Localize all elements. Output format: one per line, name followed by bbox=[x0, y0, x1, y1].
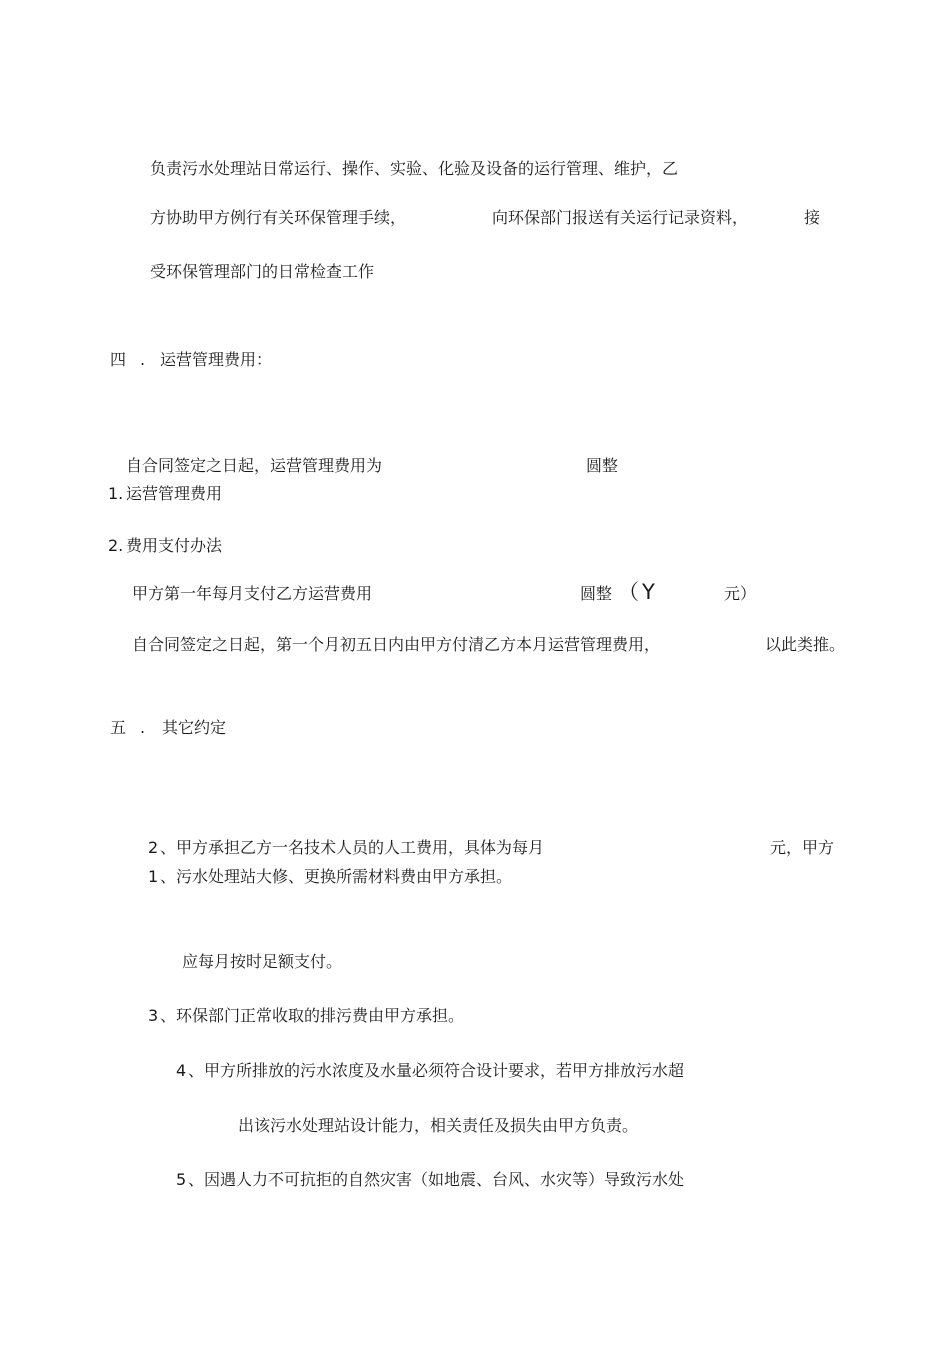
list-number: 2. bbox=[108, 536, 124, 555]
clause-text: 出该污水处理站设计能力，相关责任及损失由甲方负责。 bbox=[238, 1116, 639, 1135]
clause-number: 3 bbox=[148, 1006, 159, 1025]
paragraph-line: 自合同签定之日起，第一个月初五日内由甲方付清乙方本月运营管理费用， bbox=[132, 635, 661, 654]
paragraph-line: 甲方第一年每月支付乙方运营费用 bbox=[132, 584, 373, 603]
section-title: 运营管理费用： bbox=[160, 350, 273, 369]
paragraph-line: 受环保管理部门的日常检查工作 bbox=[150, 262, 375, 281]
section-number: 四 bbox=[110, 350, 127, 369]
list-number: 1. bbox=[108, 484, 124, 503]
paragraph-line: 方协助甲方例行有关环保管理手续， bbox=[150, 208, 407, 227]
clause-text: 、污水处理站大修、更换所需材料费由甲方承担。 bbox=[160, 867, 513, 886]
clause-text: 、甲方承担乙方一名技术人员的人工费用，具体为每月 bbox=[160, 838, 545, 857]
list-item: 运营管理费用 bbox=[126, 484, 223, 503]
section-title: 其它约定 bbox=[162, 718, 227, 737]
clause-text: 应每月按时足额支付。 bbox=[182, 952, 343, 971]
clause-text: 元，甲方 bbox=[770, 838, 835, 857]
paragraph-line: 自合同签定之日起，运营管理费用为 bbox=[126, 456, 383, 475]
paragraph-line: 向环保部门报送有关运行记录资料， bbox=[492, 208, 749, 227]
paragraph-line: 负责污水处理站日常运行、操作、实验、化验及设备的运行管理、维护，乙 bbox=[150, 159, 679, 178]
clause-text: 、环保部门正常收取的排污费由甲方承担。 bbox=[160, 1006, 465, 1025]
paragraph-line: 以此类推。 bbox=[765, 635, 846, 654]
clause-text: 、因遇人力不可抗拒的自然灾害（如地震、台风、水灾等）导致污水处 bbox=[188, 1170, 685, 1189]
currency-symbol: Y bbox=[642, 580, 655, 604]
section-dot: . bbox=[140, 718, 146, 737]
clause-number: 1 bbox=[148, 867, 159, 886]
section-dot: . bbox=[140, 350, 146, 369]
paragraph-line: 接 bbox=[804, 208, 821, 227]
list-item: 费用支付办法 bbox=[126, 536, 223, 555]
clause-number: 4 bbox=[176, 1061, 187, 1080]
clause-number: 5 bbox=[176, 1170, 187, 1189]
clause-text: 、甲方所排放的污水浓度及水量必须符合设计要求，若甲方排放污水超 bbox=[188, 1061, 685, 1080]
paragraph-line: 圆整 bbox=[586, 456, 619, 475]
paragraph-line: （ bbox=[618, 580, 639, 604]
paragraph-line: 元） bbox=[724, 584, 757, 603]
section-number: 五 bbox=[110, 718, 127, 737]
clause-number: 2 bbox=[148, 838, 159, 857]
paragraph-line: 圆整 bbox=[580, 584, 613, 603]
